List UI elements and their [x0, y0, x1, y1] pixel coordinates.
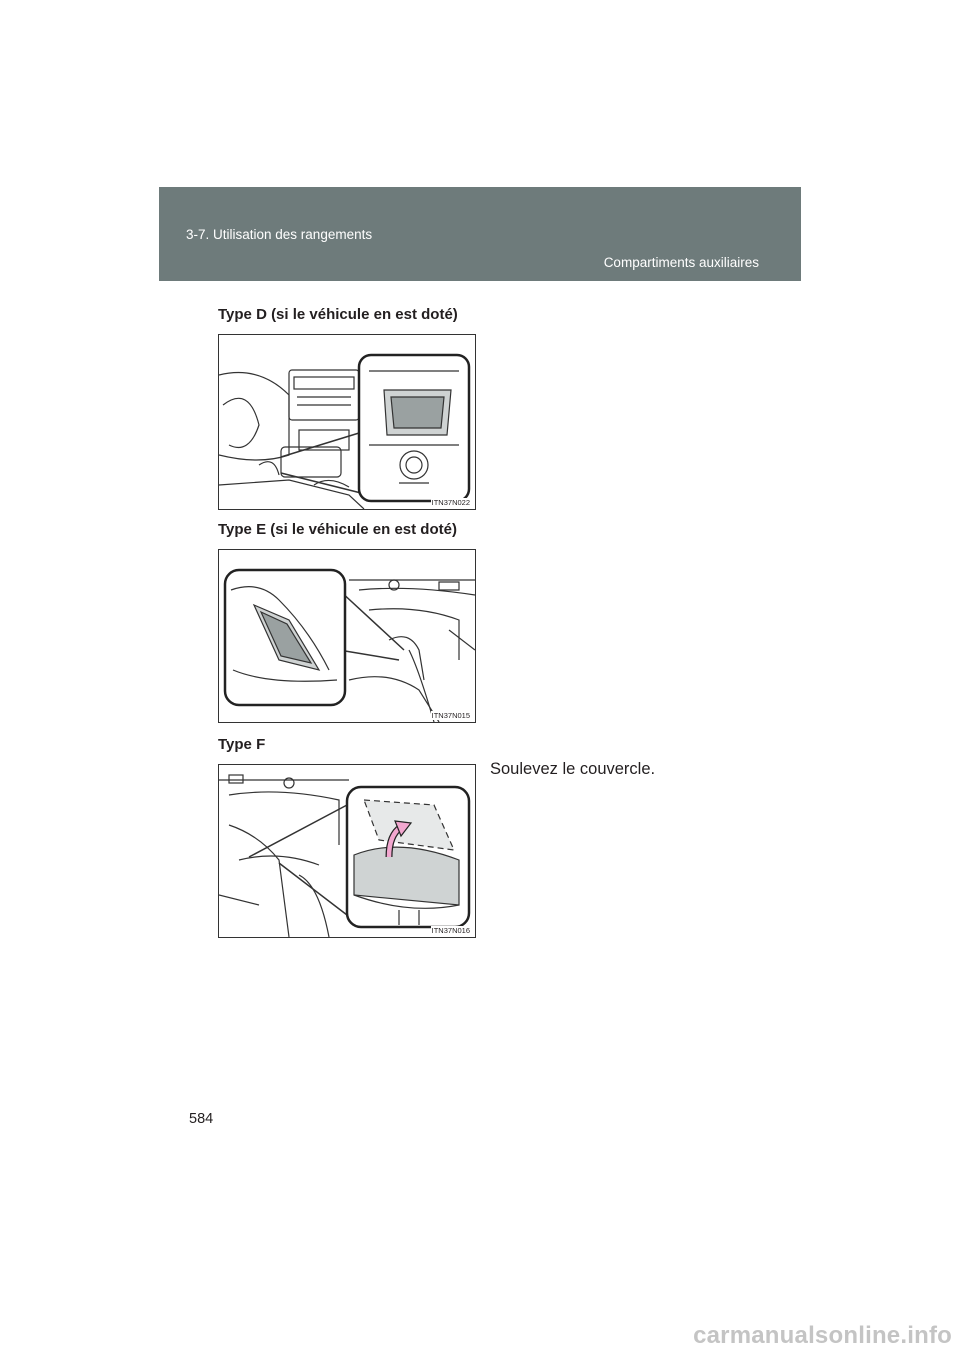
figure-type-d [218, 334, 476, 510]
heading-type-f: Type F [218, 736, 266, 753]
figure-code: ITN37N015 [431, 711, 470, 720]
heading-type-d: Type D (si le véhicule en est doté) [218, 306, 458, 323]
chapter-tab-label: Compartiments auxiliaires [603, 255, 759, 270]
illustration-console-compartment [219, 765, 475, 937]
figure-code: ITN37N016 [431, 926, 470, 935]
chapter-header [159, 187, 801, 281]
figure-type-f [218, 764, 476, 938]
illustration-dashboard-storage [219, 335, 475, 509]
illustration-overhead-storage [219, 550, 475, 722]
watermark: carmanualsonline.info [693, 1322, 952, 1349]
instruction-text: Soulevez le couvercle. [490, 760, 656, 778]
page-number: 584 [189, 1111, 214, 1127]
figure-type-e [218, 549, 476, 723]
heading-type-e: Type E (si le véhicule en est doté) [218, 521, 457, 538]
section-title: 3-7. Utilisation des rangements [186, 227, 373, 242]
figure-code: ITN37N022 [431, 498, 470, 507]
